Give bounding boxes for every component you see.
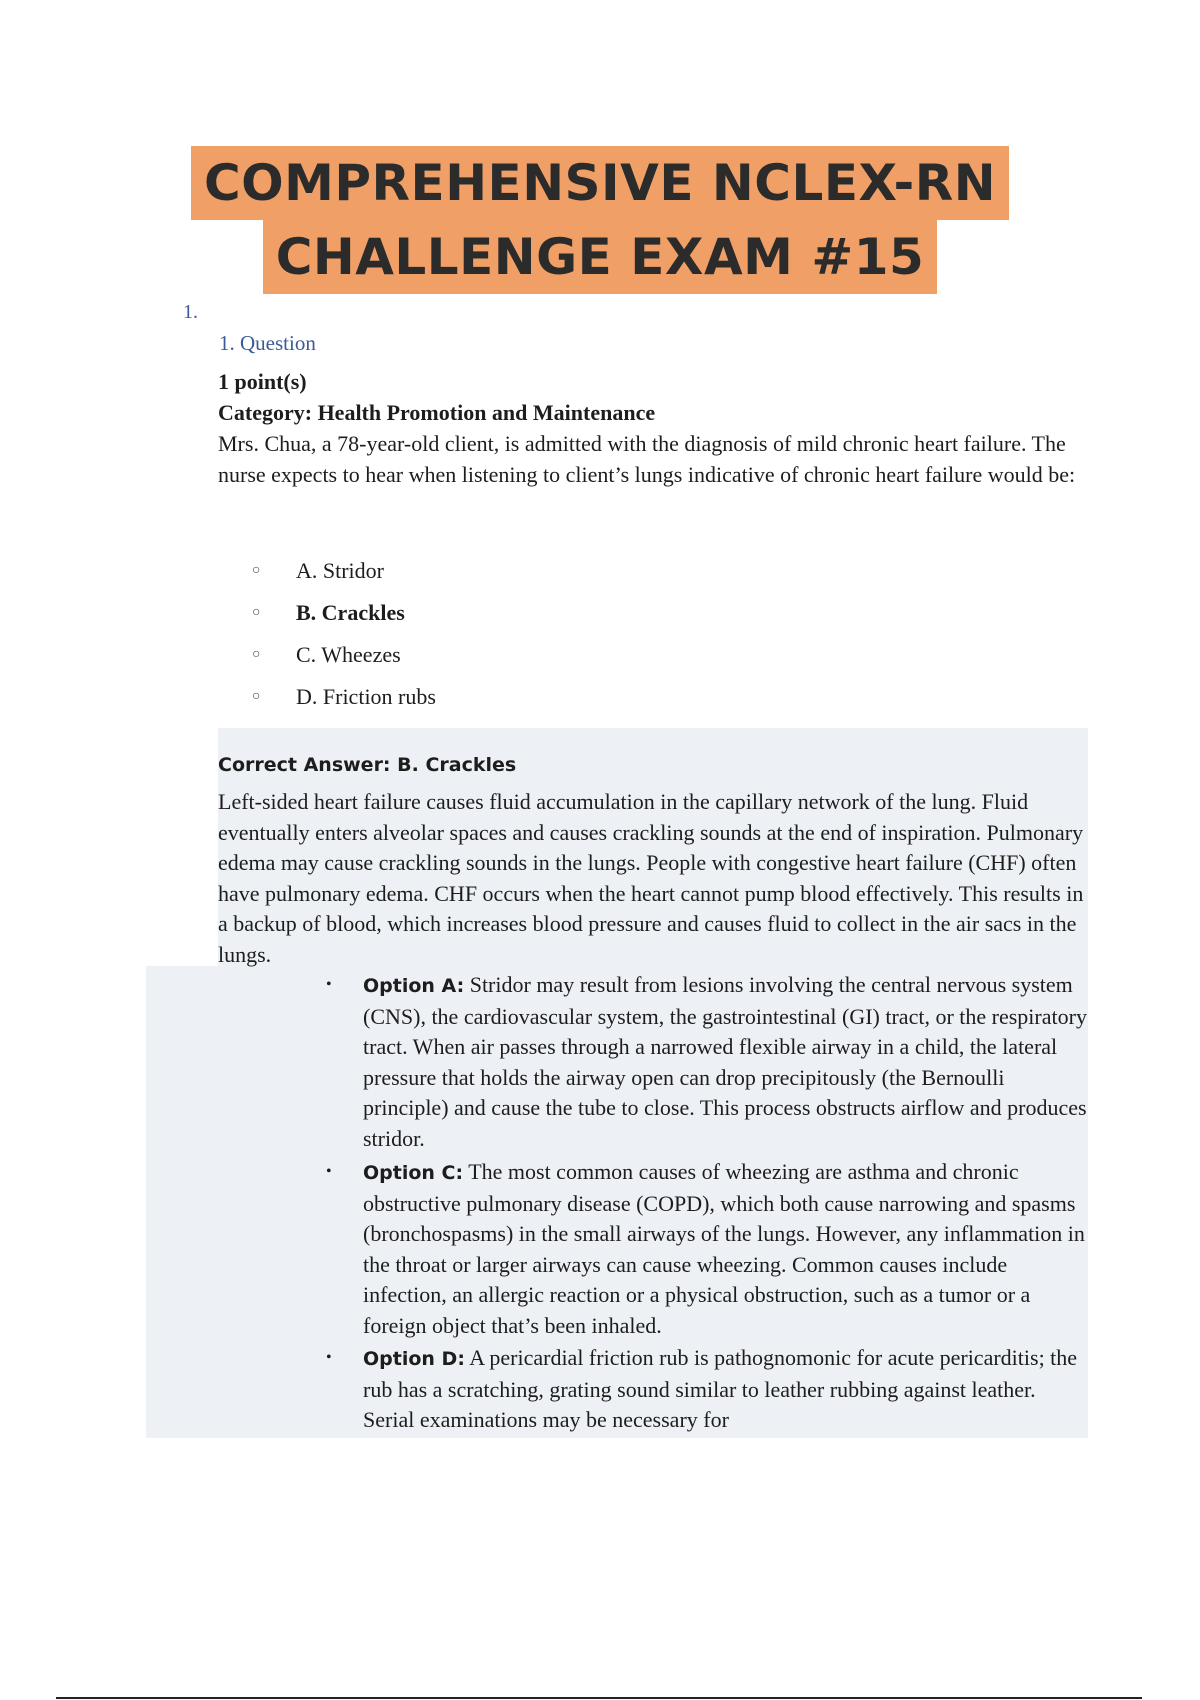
title-line-1: COMPREHENSIVE NCLEX-RN [191,146,1009,220]
question-stem: Mrs. Chua, a 78-year-old client, is admitted with the diagnosis of mild chronic heart failure. The nurse expects to hear when listening to client’s lungs indicative of chronic heart failure would be: [218,431,1076,487]
radio-circle-icon[interactable]: ○ [252,647,261,662]
bullet-icon: • [326,1349,332,1366]
option-explanation-label: Option D: [363,1348,465,1370]
correct-answer-title: Correct Answer: B. Crackles [218,754,517,776]
option-a[interactable] [252,555,436,597]
option-label: A. Stridor [296,558,384,583]
title-line-2: CHALLENGE EXAM #15 [263,220,938,294]
option-label: C. Wheezes [296,642,401,667]
option-explanation-text: A pericardial friction rub is pathognomonic for acute pericarditis; the rub has a scratching, grating sound similar to leather rubbing against leather. Serial examinations may be necessary for [363,1345,1078,1432]
option-a-explanation [326,970,1090,1154]
option-explanation-text: Stridor may result from lesions involving the central nervous system (CNS), the cardiovascular system, the gastrointestinal (GI) tract, or the respiratory tract. When air passes through a narrowed flexible airway in a child, the lateral pressure that holds the airway open can drop precipitously (the Bernoulli principle) and cause the tube to close. This process obstructs airflow and produces stridor. [363,972,1087,1151]
radio-circle-icon[interactable]: ○ [252,563,261,578]
option-c[interactable] [252,639,436,681]
question-body [218,366,1098,490]
option-label: D. Friction rubs [296,684,436,709]
option-b[interactable] [252,597,436,639]
option-d[interactable] [252,681,436,723]
answer-options [252,555,436,723]
option-d-explanation [326,1343,1090,1436]
correct-answer-explanation: Left-sided heart failure causes fluid accumulation in the capillary network of the lung. Fluid eventually enters alveolar spaces and causes crackling sounds at the end of inspiration. Pulmonary edema may cause crackling sounds in the lungs. People with congestive heart failure (CHF) often have pulmonary edema. CHF occurs when the heart cannot pump blood effectively. This results in a backup of blood, which increases blood pressure and causes fluid to collect in the air sacs in the lungs. [218,789,1084,967]
option-explanation-label: Option A: [363,975,465,997]
radio-circle-icon[interactable]: ○ [252,605,261,620]
question-category: Category: Health Promotion and Maintenance [218,400,656,425]
option-c-explanation [326,1157,1090,1341]
question-points: 1 point(s) [218,369,307,394]
option-explanation-text: The most common causes of wheezing are asthma and chronic obstructive pulmonary disease (COPD), which both cause narrowing and spasms (bronchospasms) in the small airways of the lungs. However, any inflammation in the throat or larger airways can cause wheezing. Common causes include infection, an allergic reaction or a physical obstruction, such as a tumor or a foreign object that’s been inhaled. [363,1159,1085,1338]
footer-divider [56,1697,1142,1699]
list-number: 1. [183,301,198,323]
radio-circle-icon[interactable]: ○ [252,689,261,704]
bullet-icon: • [326,1163,332,1180]
option-explanation-label: Option C: [363,1162,464,1184]
document-title [0,146,1200,294]
question-header: 1. Question [219,331,316,355]
bullet-icon: • [326,976,332,993]
option-label: B. Crackles [296,600,405,625]
